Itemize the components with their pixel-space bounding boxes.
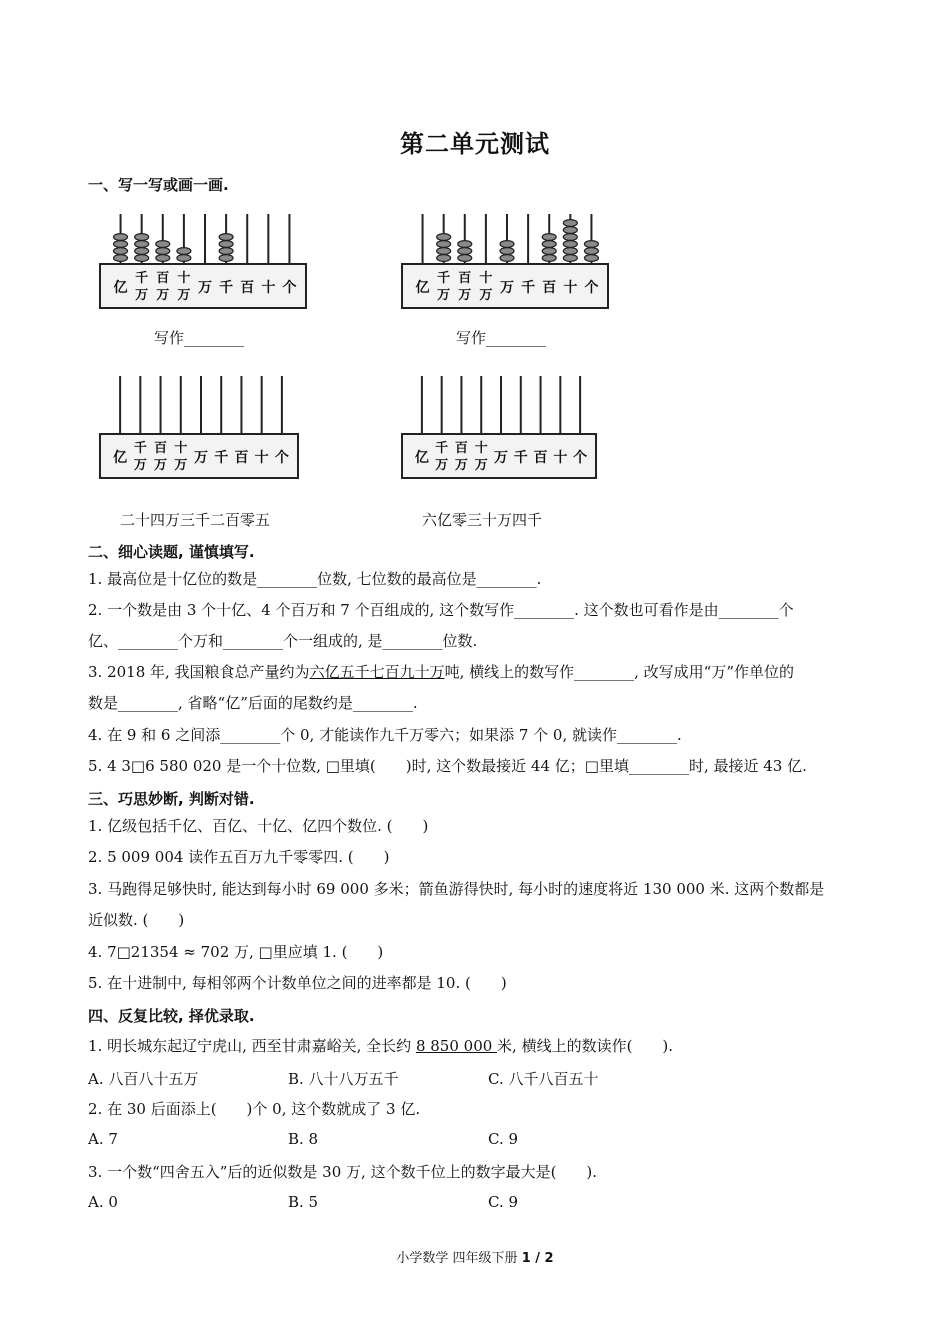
abacus-bead [156, 255, 170, 262]
abacus-place-label: 万 [194, 450, 208, 466]
s4-q2-option-b: B. 8 [288, 1130, 319, 1148]
abacus-bead [563, 220, 577, 227]
s2-q3b: 数是________, 省略“亿”后面的尾数约是________. [88, 694, 418, 712]
abacus-bead [114, 255, 128, 262]
abacus-place-label: 万 [198, 280, 212, 296]
s4-q1-pre: 1. 明长城东起辽宁虎山, 西至甘肃嘉峪关, 全长约 [88, 1037, 416, 1055]
abacus-bead [114, 234, 128, 241]
s4-q1 [88, 1036, 673, 1056]
abacus-bead [135, 241, 149, 248]
abacus-bead [135, 248, 149, 255]
abacus-place-label: 万 [454, 458, 468, 473]
abacus-place-label: 百 [533, 450, 548, 466]
footer-subject: 小学数学 四年级下册 [396, 1251, 522, 1266]
caption-3: 二十四万三千二百零五 [120, 511, 271, 529]
abacus-place-label: 万 [435, 458, 449, 473]
abacus-place-label: 十 [563, 280, 578, 296]
abacus-place-label: 万 [177, 288, 191, 303]
abacus-bead [563, 248, 577, 255]
abacus-place-label: 十 [174, 441, 188, 456]
section-4-heading: 四、反复比较, 择优录取. [88, 1007, 255, 1025]
abacus-place-label: 百 [234, 450, 249, 466]
abacus-bead [458, 248, 472, 255]
abacus-bead [135, 234, 149, 241]
s4-q1-option-c: C. 八千八百五十 [488, 1070, 599, 1088]
abacus-3 [98, 372, 310, 480]
s2-q2: 2. 一个数是由 3 个十亿、4 个百万和 7 个百组成的, 这个数写作________. 这个数也可看作是由________个 [88, 601, 794, 619]
abacus-place-label: 十 [177, 271, 191, 286]
abacus-bead [584, 248, 598, 255]
abacus-place-label: 万 [133, 458, 147, 473]
footer-page-number: 1 / 2 [521, 1251, 554, 1266]
abacus-2 [400, 210, 612, 310]
abacus-place-label: 万 [458, 288, 472, 303]
abacus-bead [219, 255, 233, 262]
s4-q1-option-a: A. 八百八十五万 [88, 1070, 199, 1088]
abacus-place-label: 百 [240, 280, 255, 296]
s2-q5: 5. 4 3□6 580 020 是一个十位数, □里填( )时, 这个数最接近 44 亿；□里填________时, 最接近 43 亿. [88, 757, 807, 775]
abacus-place-label: 千 [219, 280, 234, 296]
abacus-bead [437, 255, 451, 262]
s4-q3-option-b: B. 5 [288, 1193, 319, 1211]
abacus-place-label: 十 [474, 441, 488, 456]
write-prompt-2: 写作________ [456, 329, 547, 347]
s3-q3: 3. 马跑得足够快时, 能达到每小时 69 000 多米；箭鱼游得快时, 每小时的速度将近 130 000 米. 这两个数都是 [88, 880, 825, 898]
abacus-bead [542, 234, 556, 241]
section-1-heading: 一、写一写或画一画. [88, 176, 229, 194]
abacus-place-label: 万 [474, 458, 488, 473]
abacus-place-label: 十 [254, 450, 269, 466]
abacus-bead [584, 241, 598, 248]
abacus-1 [98, 210, 310, 310]
abacus-place-label: 千 [521, 280, 536, 296]
s4-q2-option-c: C. 9 [488, 1130, 519, 1148]
abacus-bead [114, 241, 128, 248]
abacus-bead [156, 248, 170, 255]
s2-q1: 1. 最高位是十亿位的数是________位数, 七位数的最高位是________. [88, 570, 542, 588]
s2-q3-pre: 3. 2018 年, 我国粮食总产量约为 [88, 663, 310, 681]
abacus-place-label: 千 [133, 441, 147, 456]
abacus-place-label: 亿 [113, 280, 128, 296]
s4-q2: 2. 在 30 后面添上( )个 0, 这个数就成了 3 亿. [88, 1100, 421, 1118]
abacus-place-label: 个 [274, 450, 289, 466]
abacus-bead [219, 248, 233, 255]
abacus-bead [458, 255, 472, 262]
abacus-bead [437, 241, 451, 248]
s2-q3-underlined: 六亿五千七百九十万 [309, 663, 445, 681]
abacus-place-label: 千 [135, 271, 149, 286]
s4-q3-option-a: A. 0 [88, 1193, 118, 1211]
abacus-bead [177, 255, 191, 262]
abacus-place-label: 个 [573, 450, 588, 466]
abacus-place-label: 百 [458, 271, 472, 286]
abacus-place-label: 个 [584, 280, 599, 296]
s2-q2b: 亿、________个万和________个一组成的, 是________位数. [88, 632, 478, 650]
abacus-place-label: 万 [479, 288, 493, 303]
abacus-place-label: 亿 [113, 450, 128, 466]
abacus-place-label: 千 [435, 441, 449, 456]
abacus-place-label: 百 [454, 441, 468, 456]
abacus-bead [542, 248, 556, 255]
abacus-place-label: 万 [154, 458, 168, 473]
abacus-place-label: 十 [261, 280, 276, 296]
s4-q2-option-a: A. 7 [88, 1130, 118, 1148]
abacus-place-label: 个 [282, 280, 297, 296]
abacus-bead [500, 255, 514, 262]
s4-q1-option-b: B. 八十八万五千 [288, 1070, 399, 1088]
abacus-bead [219, 234, 233, 241]
s3-q4: 4. 7□21354 ≈ 702 万, □里应填 1. ( ) [88, 943, 384, 961]
abacus-place-label: 千 [513, 450, 528, 466]
s3-q1: 1. 亿级包括千亿、百亿、十亿、亿四个数位. ( ) [88, 817, 429, 835]
abacus-place-label: 十 [479, 271, 493, 286]
s2-q4: 4. 在 9 和 6 之间添________个 0, 才能读作九千万零六；如果添 7 个 0, 就读作________. [88, 726, 682, 744]
abacus-place-label: 万 [437, 288, 451, 303]
abacus-bead [500, 241, 514, 248]
abacus-bead [500, 248, 514, 255]
s3-q5: 5. 在十进制中, 每相邻两个计数单位之间的进率都是 10. ( ) [88, 974, 507, 992]
abacus-bead [437, 234, 451, 241]
abacus-place-label: 万 [135, 288, 149, 303]
s4-q3: 3. 一个数“四舍五入”后的近似数是 30 万, 这个数千位上的数字最大是( ). [88, 1163, 598, 1181]
s4-q1-underlined: 8 850 000 [415, 1037, 498, 1055]
page-title: 第二单元测试 [400, 130, 550, 158]
s2-q3 [88, 662, 794, 682]
abacus-place-label: 亿 [414, 450, 429, 466]
abacus-place-label: 百 [542, 280, 557, 296]
s3-q2: 2. 5 009 004 读作五百万九千零零四. ( ) [88, 848, 390, 866]
abacus-place-label: 万 [174, 458, 188, 473]
abacus-place-label: 十 [553, 450, 568, 466]
abacus-place-label: 千 [214, 450, 229, 466]
section-2-heading: 二、细心读题, 谨慎填写. [88, 543, 255, 561]
s3-q3b: 近似数. ( ) [88, 911, 185, 929]
caption-4: 六亿零三十万四千 [422, 511, 543, 529]
s4-q3-option-c: C. 9 [488, 1193, 519, 1211]
abacus-place-label: 亿 [415, 280, 430, 296]
abacus-bead [563, 234, 577, 241]
abacus-bead [563, 241, 577, 248]
abacus-bead [135, 255, 149, 262]
s4-q1-post: 米, 横线上的数读作( ). [497, 1037, 674, 1055]
abacus-bead [156, 241, 170, 248]
abacus-bead [177, 248, 191, 255]
abacus-4 [400, 372, 600, 480]
write-prompt-1: 写作________ [154, 329, 245, 347]
abacus-bead [584, 255, 598, 262]
abacus-place-label: 百 [154, 441, 168, 456]
abacus-place-label: 万 [494, 450, 508, 466]
abacus-bead [114, 248, 128, 255]
abacus-place-label: 千 [437, 271, 451, 286]
abacus-bead [542, 255, 556, 262]
abacus-bead [542, 241, 556, 248]
page-footer [0, 1247, 950, 1266]
abacus-bead [219, 241, 233, 248]
abacus-bead [437, 248, 451, 255]
abacus-place-label: 百 [156, 271, 170, 286]
section-3-heading: 三、巧思妙断, 判断对错. [88, 790, 255, 808]
s2-q3-post: 吨, 横线上的数写作________, 改写成用“万”作单位的 [444, 663, 794, 681]
abacus-bead [563, 255, 577, 262]
abacus-bead [563, 227, 577, 234]
abacus-place-label: 万 [500, 280, 514, 296]
abacus-place-label: 万 [156, 288, 170, 303]
abacus-bead [458, 241, 472, 248]
